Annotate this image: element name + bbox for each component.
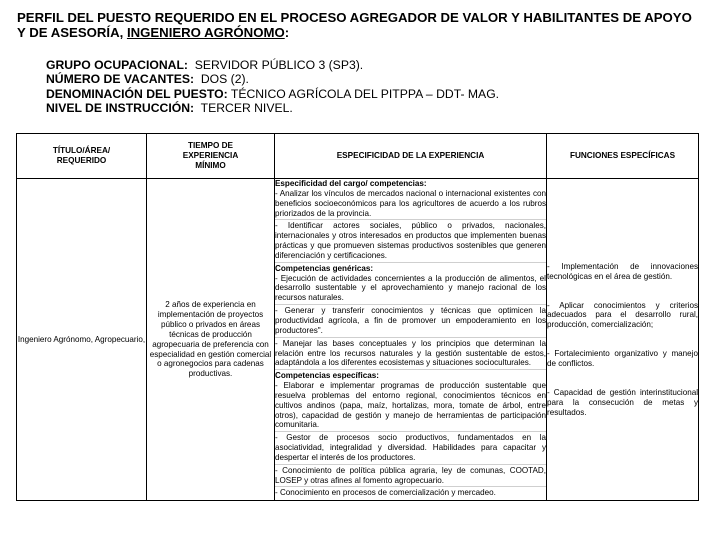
position-info	[46, 58, 499, 116]
list-item: - Elaborar e implementar programas de producción sustentable que resuelva problemas del entorno regional, conocimientos técnicos en cultivos andinos (papa, maíz, hortalizas, mora, tomate de árbol, entre otros), capacidad de gestión y manejo de herramientas de participación comunitaria.	[275, 381, 546, 432]
list-item: - Gestor de procesos socio productivos, fundamentados en la asociatividad, integralidad y diversidad. Habilidades para capacitar y despertar el interés de los productores.	[275, 433, 546, 465]
list-item: - Analizar los vínculos de mercados nacional o internacional existentes con beneficios socioeconómicos para los agricultores de acuerdo a los rubros priorizados de la provincia.	[275, 189, 546, 221]
funcion-item: - Implementación de innovaciones tecnológicas en el área de gestión.	[547, 261, 698, 281]
title-position: INGENIERO AGRÓNOMO	[126, 25, 285, 40]
info-value: TÉCNICO AGRÍCOLA DEL PITPPA – DDT- MAG.	[230, 86, 500, 101]
section-heading: Especificidad del cargo/ competencias:	[275, 179, 427, 188]
info-label: DENOMINACIÓN DEL PUESTO:	[46, 86, 228, 101]
info-value: SERVIDOR PÚBLICO 3 (SP3).	[194, 58, 364, 72]
list-item: - Conocimiento en procesos de comercialización y mercadeo.	[275, 488, 496, 498]
header-funciones: FUNCIONES ESPECÍFICAS	[547, 134, 699, 179]
info-row-denominacion	[46, 87, 499, 101]
header-especificidad: ESPECIFICIDAD DE LA EXPERIENCIA	[275, 134, 547, 179]
info-row-vacantes	[46, 72, 499, 86]
profile-table	[16, 133, 699, 501]
info-label: GRUPO OCUPACIONAL:	[46, 58, 188, 72]
info-value: DOS (2).	[200, 72, 249, 87]
table-row	[17, 179, 699, 501]
cell-titulo: Ingeniero Agrónomo, Agropecuario,	[17, 179, 147, 501]
list-item: - Conocimiento de política pública agraria, ley de comunas, COOTAD, LOSEP y otras afines al fomento agropecuario.	[275, 466, 546, 488]
page-title	[17, 10, 697, 40]
list-item: - Ejecución de actividades concernientes a la producción de alimentos, el desarrollo sustentable y el aprovechamiento y manejo racional de los recursos naturales.	[275, 274, 546, 306]
table-header-row	[17, 134, 699, 179]
info-label: NÚMERO DE VACANTES:	[46, 72, 195, 87]
cell-especificidad	[275, 179, 547, 501]
cell-funciones	[547, 179, 699, 501]
funcion-item: - Fortalecimiento organizativo y manejo de conflictos.	[547, 349, 698, 368]
list-item: - Generar y transferir conocimientos y técnicas que optimicen la productividad agrícola, a fin de promover un empoderamiento en los productores".	[275, 306, 546, 338]
info-row-grupo	[46, 58, 499, 72]
section-heading: Competencias específicas:	[275, 371, 379, 381]
cell-experiencia: 2 años de experiencia en implementación de proyectos público o privados en áreas técnicas de producción agropecuaria de preferencia con especialidad en gestión comercial o agronegocios para cadenas productivas.	[147, 179, 275, 501]
section-heading: Competencias genéricas:	[275, 263, 374, 273]
list-item: - Manejar las bases conceptuales y los principios que determinan la relación entre los recursos naturales y la gestión sustentable de estos, adaptándola a los diferentes ecosistemas y situaciones socioculturales.	[275, 339, 546, 371]
title-colon: :	[284, 25, 290, 40]
header-tiempo: TIEMPO DE EXPERIENCIA MÍNIMO	[147, 134, 275, 179]
info-value: TERCER NIVEL.	[200, 101, 293, 116]
title-main: PERFIL DEL PUESTO REQUERIDO EN EL PROCESO AGREGADOR DE VALOR Y HABILITANTES DE APOYO Y DE ASESORÍA,	[17, 10, 692, 40]
funcion-item: - Aplicar conocimientos y criterios adecuados para el desarrollo rural, producción, comercialización;	[547, 300, 698, 330]
list-item: - Identificar actores sociales, público o privados, nacionales, internacionales y otros interesados en productos que implementen buenas prácticas y que promueven sistemas productivos sostenibles que generen diferenciación y certificaciones.	[275, 221, 546, 262]
info-label: NIVEL DE INSTRUCCIÓN:	[46, 101, 195, 116]
info-row-nivel	[46, 101, 499, 115]
funcion-item: - Capacidad de gestión interinstitucional para la consecución de metas y resultados.	[547, 387, 698, 417]
header-titulo: TÍTULO/ÁREA/ REQUERIDO	[17, 134, 147, 179]
